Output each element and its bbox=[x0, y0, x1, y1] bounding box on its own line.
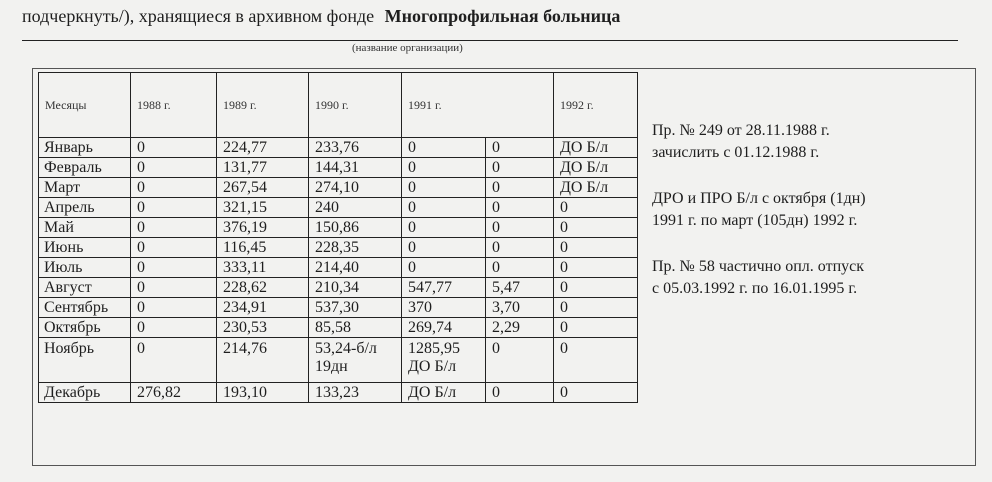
value-cell: 0 bbox=[131, 258, 217, 278]
value-cell: 0 bbox=[131, 158, 217, 178]
value-cell: 333,11 bbox=[217, 258, 309, 278]
value-cell: 210,34 bbox=[309, 278, 402, 298]
value-cell: 0 bbox=[486, 383, 554, 403]
value-cell: 0 bbox=[554, 238, 638, 258]
value-cell: ДО Б/л bbox=[554, 178, 638, 198]
month-cell: Октябрь bbox=[39, 318, 131, 338]
value-cell: 376,19 bbox=[217, 218, 309, 238]
table-row bbox=[39, 138, 638, 158]
value-cell: 0 bbox=[402, 158, 486, 178]
value-cell: 0 bbox=[486, 238, 554, 258]
header-text: подчеркнуть/), хранящиеся в архивном фонде bbox=[22, 6, 375, 26]
table-row bbox=[39, 278, 638, 298]
value-cell: 0 bbox=[554, 338, 638, 383]
note-leave: ДРО и ПРО Б/л с октября (1дн) 1991 г. по март (105дн) 1992 г. bbox=[652, 190, 866, 229]
value-cell: 269,74 bbox=[402, 318, 486, 338]
value-line: 19дн bbox=[315, 358, 348, 375]
value-cell: 0 bbox=[554, 218, 638, 238]
month-cell: Август bbox=[39, 278, 131, 298]
note-order-58: Пр. № 58 частично опл. отпуск с 05.03.1992 г. по 16.01.1995 г. bbox=[652, 258, 864, 297]
value-line: 1285,95 bbox=[408, 340, 460, 357]
column-header: 1991 г. bbox=[402, 73, 554, 138]
table-row bbox=[39, 258, 638, 278]
table-row bbox=[39, 198, 638, 218]
value-cell: 0 bbox=[554, 383, 638, 403]
value-cell: 267,54 bbox=[217, 178, 309, 198]
value-cell: 0 bbox=[486, 178, 554, 198]
month-cell: Май bbox=[39, 218, 131, 238]
value-cell: 0 bbox=[402, 218, 486, 238]
value-cell: 0 bbox=[554, 258, 638, 278]
table-row bbox=[39, 383, 638, 403]
value-cell: 0 bbox=[402, 198, 486, 218]
note-order-249: Пр. № 249 от 28.11.1988 г. зачислить с 01.12.1988 г. bbox=[652, 122, 830, 161]
value-cell: 144,31 bbox=[309, 158, 402, 178]
value-cell: 5,47 bbox=[486, 278, 554, 298]
month-cell: Декабрь bbox=[39, 383, 131, 403]
value-cell: 0 bbox=[402, 138, 486, 158]
value-cell: 224,77 bbox=[217, 138, 309, 158]
value-cell: 0 bbox=[131, 218, 217, 238]
value-cell: 228,35 bbox=[309, 238, 402, 258]
header-underline bbox=[22, 40, 958, 41]
table-header-row bbox=[39, 73, 638, 138]
value-cell: 537,30 bbox=[309, 298, 402, 318]
month-cell: Июнь bbox=[39, 238, 131, 258]
value-cell: 228,62 bbox=[217, 278, 309, 298]
value-cell: 116,45 bbox=[217, 238, 309, 258]
value-cell: 0 bbox=[486, 218, 554, 238]
value-cell: 3,70 bbox=[486, 298, 554, 318]
organization-name: Многопрофильная больница bbox=[384, 6, 621, 26]
value-cell: 0 bbox=[131, 278, 217, 298]
value-cell: 214,40 bbox=[309, 258, 402, 278]
month-cell: Сентябрь bbox=[39, 298, 131, 318]
organization-caption: (название организации) bbox=[352, 42, 463, 54]
value-cell: 0 bbox=[554, 198, 638, 218]
value-cell: 214,76 bbox=[217, 338, 309, 383]
table-row bbox=[39, 178, 638, 198]
column-header: 1992 г. bbox=[554, 73, 638, 138]
column-header: 1990 г. bbox=[309, 73, 402, 138]
value-cell: 0 bbox=[554, 318, 638, 338]
value-cell: 0 bbox=[486, 138, 554, 158]
value-cell: ДО Б/л bbox=[554, 138, 638, 158]
table-row bbox=[39, 238, 638, 258]
value-cell: 0 bbox=[402, 238, 486, 258]
value-cell: 133,23 bbox=[309, 383, 402, 403]
value-cell: 0 bbox=[131, 238, 217, 258]
value-cell: 131,77 bbox=[217, 158, 309, 178]
column-header: 1988 г. bbox=[131, 73, 217, 138]
value-cell: 230,53 bbox=[217, 318, 309, 338]
value-cell: 276,82 bbox=[131, 383, 217, 403]
value-cell: 370 bbox=[402, 298, 486, 318]
value-cell bbox=[309, 338, 402, 383]
value-cell: 150,86 bbox=[309, 218, 402, 238]
month-cell: Июль bbox=[39, 258, 131, 278]
value-cell: 0 bbox=[486, 338, 554, 383]
value-cell: 85,58 bbox=[309, 318, 402, 338]
column-header: 1989 г. bbox=[217, 73, 309, 138]
value-cell: 0 bbox=[486, 258, 554, 278]
value-cell: 0 bbox=[131, 138, 217, 158]
month-cell: Ноябрь bbox=[39, 338, 131, 383]
month-cell: Январь bbox=[39, 138, 131, 158]
table-row bbox=[39, 338, 638, 383]
value-cell: 321,15 bbox=[217, 198, 309, 218]
value-cell: 0 bbox=[131, 338, 217, 383]
salary-table bbox=[38, 72, 638, 403]
table-row bbox=[39, 298, 638, 318]
value-cell: 233,76 bbox=[309, 138, 402, 158]
value-cell: 0 bbox=[402, 178, 486, 198]
month-cell: Март bbox=[39, 178, 131, 198]
month-cell: Февраль bbox=[39, 158, 131, 178]
header-line bbox=[22, 6, 962, 27]
value-cell: 193,10 bbox=[217, 383, 309, 403]
value-cell: 234,91 bbox=[217, 298, 309, 318]
value-cell: 0 bbox=[486, 158, 554, 178]
value-cell: 240 bbox=[309, 198, 402, 218]
value-cell: 2,29 bbox=[486, 318, 554, 338]
value-line: 53,24-б/л bbox=[315, 340, 377, 357]
value-cell: ДО Б/л bbox=[554, 158, 638, 178]
value-cell: 0 bbox=[554, 298, 638, 318]
table-row bbox=[39, 318, 638, 338]
value-cell bbox=[402, 338, 486, 383]
value-line: ДО Б/л bbox=[408, 358, 457, 375]
value-cell: 0 bbox=[402, 258, 486, 278]
value-cell: 547,77 bbox=[402, 278, 486, 298]
month-cell: Апрель bbox=[39, 198, 131, 218]
value-cell: 0 bbox=[486, 198, 554, 218]
table-row bbox=[39, 158, 638, 178]
table-row bbox=[39, 218, 638, 238]
value-cell: 274,10 bbox=[309, 178, 402, 198]
notes-panel bbox=[652, 120, 972, 324]
value-cell: 0 bbox=[131, 178, 217, 198]
value-cell: 0 bbox=[554, 278, 638, 298]
value-cell: 0 bbox=[131, 198, 217, 218]
value-cell: 0 bbox=[131, 318, 217, 338]
column-header: Месяцы bbox=[39, 73, 131, 138]
value-cell: 0 bbox=[131, 298, 217, 318]
value-cell: ДО Б/л bbox=[402, 383, 486, 403]
